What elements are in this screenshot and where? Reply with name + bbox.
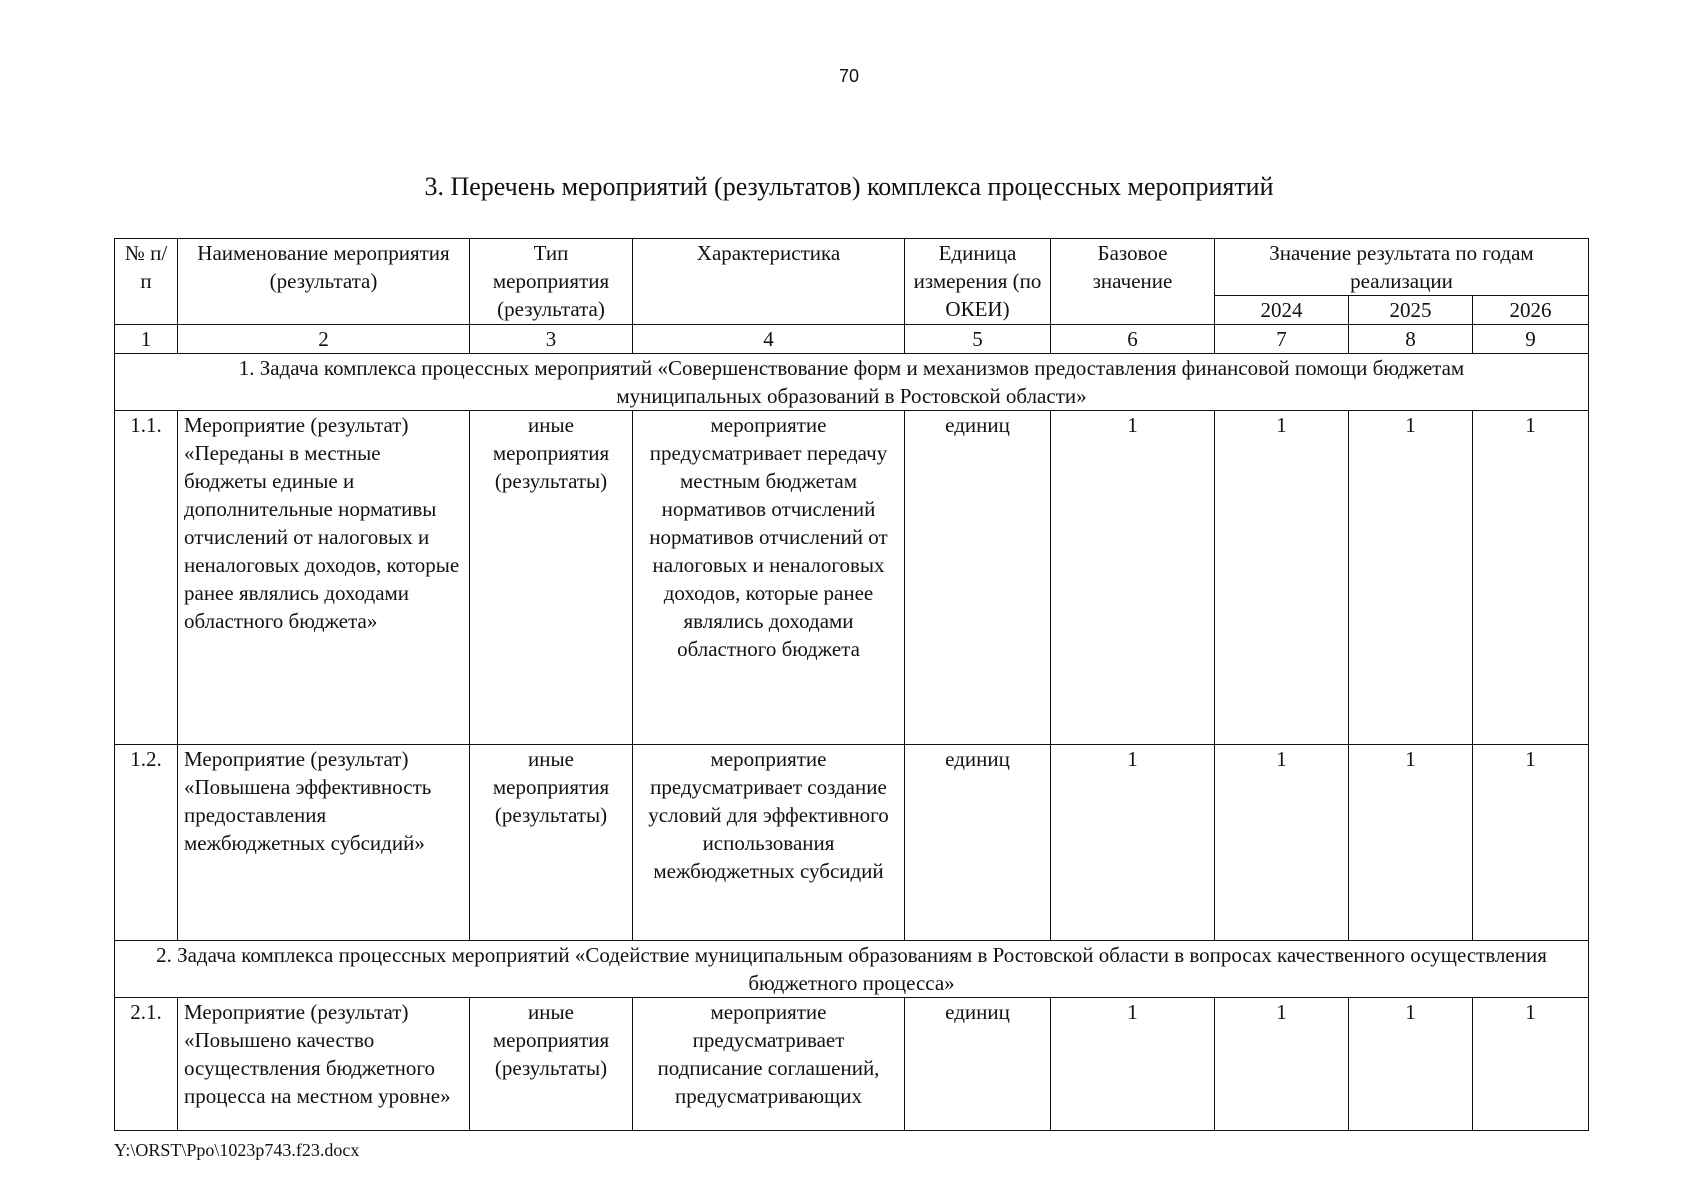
table-row <box>115 998 1589 1131</box>
row-value-2024: 1 <box>1215 745 1349 941</box>
task-1-title: 1. Задача комплекса процессных мероприятий «Совершенствование форм и механизмов предоставления финансовой помощи бюджетам муниципальных образований в Ростовской области» <box>115 354 1589 411</box>
row-characteristic: мероприятие предусматривает передачу местным бюджетам нормативов отчислений нормативов отчислений от налоговых и неналоговых доходов, которые ранее являлись доходами областного бюджета <box>633 411 905 745</box>
row-value-2025: 1 <box>1349 998 1473 1131</box>
column-index: 5 <box>905 325 1051 354</box>
row-base: 1 <box>1051 411 1215 745</box>
row-value-2026: 1 <box>1473 998 1589 1131</box>
row-value-2026: 1 <box>1473 745 1589 941</box>
table-row <box>115 745 1589 941</box>
row-value-2024: 1 <box>1215 411 1349 745</box>
header-year-2026: 2026 <box>1473 296 1589 325</box>
row-value-2026: 1 <box>1473 411 1589 745</box>
row-characteristic: мероприятие предусматривает создание условий для эффективного использования межбюджетных субсидий <box>633 745 905 941</box>
column-index: 2 <box>178 325 470 354</box>
row-name: Мероприятие (результат) «Повышена эффективность предоставления межбюджетных субсидий» <box>178 745 470 941</box>
measures-table <box>114 238 1589 1131</box>
header-base: Базовое значение <box>1051 239 1215 325</box>
row-value-2024: 1 <box>1215 998 1349 1131</box>
row-num: 1.1. <box>115 411 178 745</box>
row-unit: единиц <box>905 998 1051 1131</box>
file-path-footer: Y:\ORST\Ppo\1023p743.f23.docx <box>114 1140 360 1160</box>
column-index: 7 <box>1215 325 1349 354</box>
row-type: иные мероприятия (результаты) <box>470 998 633 1131</box>
page-number: 70 <box>838 66 860 86</box>
row-type: иные мероприятия (результаты) <box>470 411 633 745</box>
row-value-2025: 1 <box>1349 745 1473 941</box>
header-unit: Единица измерения (по ОКЕИ) <box>905 239 1051 325</box>
column-index: 8 <box>1349 325 1473 354</box>
column-index-row <box>115 325 1589 354</box>
row-num: 2.1. <box>115 998 178 1131</box>
column-index: 4 <box>633 325 905 354</box>
row-base: 1 <box>1051 745 1215 941</box>
task-row-1 <box>115 354 1589 411</box>
row-name: Мероприятие (результат) «Повышено качество осуществления бюджетного процесса на местном уровне» <box>178 998 470 1131</box>
column-index: 6 <box>1051 325 1215 354</box>
task-2-title: 2. Задача комплекса процессных мероприятий «Содействие муниципальным образованиям в Ростовской области в вопросах качественного осуществления бюджетного процесса» <box>115 941 1589 998</box>
header-num: № п/п <box>115 239 178 325</box>
header-row <box>115 239 1589 296</box>
header-characteristic: Характеристика <box>633 239 905 325</box>
table-row <box>115 411 1589 745</box>
header-type: Тип мероприятия (результата) <box>470 239 633 325</box>
row-characteristic: мероприятие предусматривает подписание соглашений, предусматривающих <box>633 998 905 1131</box>
column-index: 9 <box>1473 325 1589 354</box>
column-index: 1 <box>115 325 178 354</box>
row-unit: единиц <box>905 745 1051 941</box>
document-title: 3. Перечень мероприятий (результатов) комплекса процессных мероприятий <box>424 172 1274 201</box>
header-year-2024: 2024 <box>1215 296 1349 325</box>
row-num: 1.2. <box>115 745 178 941</box>
header-values-group: Значение результата по годам реализации <box>1215 239 1589 296</box>
row-value-2025: 1 <box>1349 411 1473 745</box>
header-year-2025: 2025 <box>1349 296 1473 325</box>
column-index: 3 <box>470 325 633 354</box>
header-name: Наименование мероприятия (результата) <box>178 239 470 325</box>
task-row-2 <box>115 941 1589 998</box>
row-type: иные мероприятия (результаты) <box>470 745 633 941</box>
row-unit: единиц <box>905 411 1051 745</box>
row-name: Мероприятие (результат) «Переданы в местные бюджеты единые и дополнительные нормативы отчислений от налоговых и неналоговых доходов, которые ранее являлись доходами областного бюджета» <box>178 411 470 745</box>
row-base: 1 <box>1051 998 1215 1131</box>
